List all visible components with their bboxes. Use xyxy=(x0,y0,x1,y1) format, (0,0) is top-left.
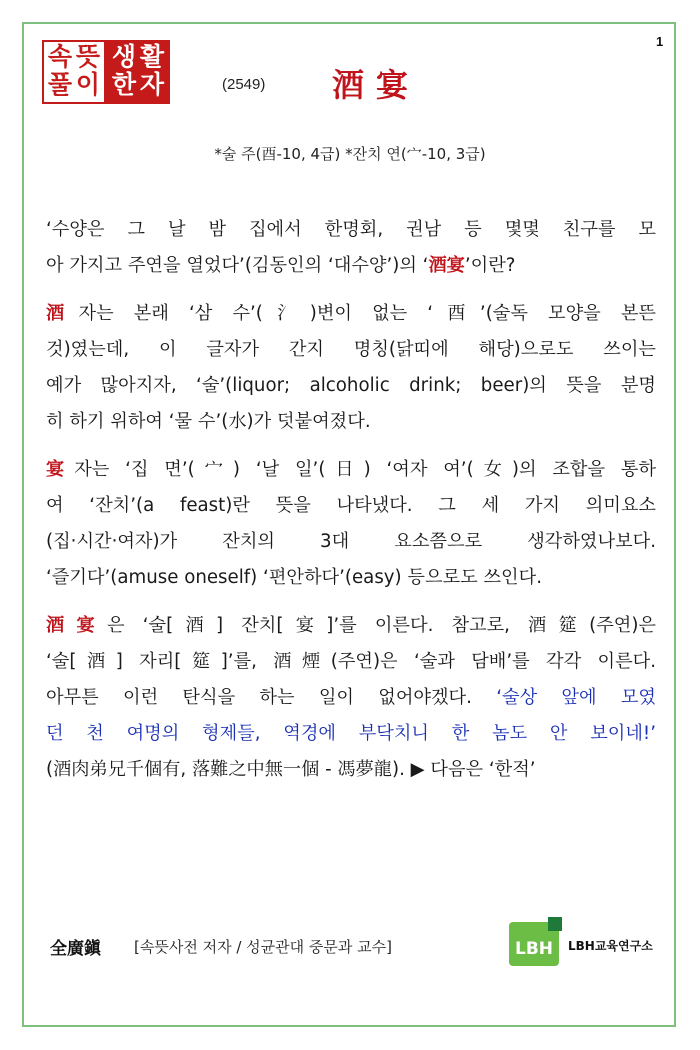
text-line xyxy=(46,608,656,644)
text-line xyxy=(46,488,656,524)
logo-char: 자 xyxy=(139,70,165,99)
entry-number: (2549) xyxy=(222,76,266,93)
lbh-institute-label: LBH교육연구소 xyxy=(568,939,653,953)
paragraph xyxy=(46,212,656,284)
logo-char: 풀 xyxy=(47,70,73,99)
text-line xyxy=(46,368,656,404)
text-span: 자는 본래 ‘삼 수’(氵)변이 없는 ‘酉’(술독 모양을 본뜬 xyxy=(78,303,656,324)
text-line xyxy=(46,524,656,560)
character-info: *술 주(酉-10, 4급) *잔치 연(宀-10, 3급) xyxy=(214,145,486,163)
text-line xyxy=(46,680,656,716)
highlighted-hanja: 酒宴 xyxy=(428,255,465,276)
lbh-logo-icon xyxy=(508,916,564,972)
entry-title: 酒宴 xyxy=(332,66,421,104)
text-line xyxy=(46,332,656,368)
paragraph xyxy=(46,452,656,596)
text-span: 자는 ‘집 면’(宀) ‘날 일’(日) ‘여자 여’(女)의 조합을 통하 xyxy=(74,459,656,480)
paragraph xyxy=(46,608,656,788)
logo-char: 이 xyxy=(75,70,101,99)
lbh-logo-letters: LBH xyxy=(514,939,554,959)
text-span: (집·시간·여자)가 잔치의 3대 요소쯤으로 생각하였나보다. xyxy=(46,531,656,552)
text-span: ’이란? xyxy=(464,255,516,276)
text-span: ‘수양은 그 날 밤 집에서 한명회, 권남 등 몇몇 친구를 모 xyxy=(46,219,656,240)
highlighted-hanja: 酒 xyxy=(46,303,79,324)
logo-char: 생 xyxy=(111,42,137,71)
logo-left-block xyxy=(42,40,106,104)
text-span: (酒肉弟兄千個有, 落難之中無一個 - 馮夢龍). ▶ 다음은 ‘한적’ xyxy=(46,759,536,780)
text-line xyxy=(46,248,656,284)
quote-text: ‘술상 앞에 모였 xyxy=(496,687,656,708)
text-span: ‘즐기다’(amuse oneself) ‘편안하다’(easy) 등으로도 쓰인다. xyxy=(46,567,542,588)
logo-char: 활 xyxy=(139,42,165,71)
text-span: 여 ‘잔치’(a feast)란 뜻을 나타냈다. 그 세 가지 의미요소 xyxy=(46,495,656,516)
text-line xyxy=(46,212,656,248)
text-span: 예가 많아지자, ‘술’(liquor; alcoholic drink; beer)의 뜻을 분명 xyxy=(46,375,656,396)
logo-char: 속 xyxy=(47,42,73,71)
text-span: 아무튼 이런 탄식을 하는 일이 없어야겠다. xyxy=(46,687,497,708)
highlighted-hanja: 宴 xyxy=(46,459,75,480)
paragraph-gap xyxy=(46,284,656,296)
text-line xyxy=(46,644,656,680)
quote-text: 던 천 여명의 형제들, 역경에 부닥치니 한 놈도 안 보이네!’ xyxy=(46,723,656,744)
brand-logo xyxy=(42,40,170,104)
text-line xyxy=(46,452,656,488)
text-line xyxy=(46,716,656,752)
text-span: ‘술[酒] 자리[筵]’를, 酒煙(주연)은 ‘술과 담배’를 각각 이른다. xyxy=(46,651,656,672)
text-span: 히 하기 위하여 ‘물 수’(水)가 덧붙여졌다. xyxy=(46,411,371,432)
text-line xyxy=(46,752,656,788)
paragraph-gap xyxy=(46,440,656,452)
page-number: 1 xyxy=(656,34,664,49)
text-span: 아 가지고 주연을 열었다’(김동인의 ‘대수양’)의 ‘ xyxy=(46,255,429,276)
logo-right-block xyxy=(106,40,170,104)
article-body xyxy=(46,212,656,788)
paragraph xyxy=(46,296,656,440)
paragraph-gap xyxy=(46,596,656,608)
highlighted-hanja: 酒宴 xyxy=(46,615,108,636)
text-span: 것)였는데, 이 글자가 간지 명칭(닭띠에 해당)으로도 쓰이는 xyxy=(46,339,656,360)
text-line xyxy=(46,560,656,596)
logo-char: 한 xyxy=(111,70,137,99)
author-name: 全廣鎭 xyxy=(50,939,101,959)
author-role: [속뜻사전 저자 / 성균관대 중문과 교수] xyxy=(134,938,392,956)
logo-char: 뜻 xyxy=(75,42,101,71)
text-line xyxy=(46,296,656,332)
text-line xyxy=(46,404,656,440)
text-span: 은 ‘술[酒] 잔치[宴]’를 이른다. 참고로, 酒筵(주연)은 xyxy=(107,615,656,636)
